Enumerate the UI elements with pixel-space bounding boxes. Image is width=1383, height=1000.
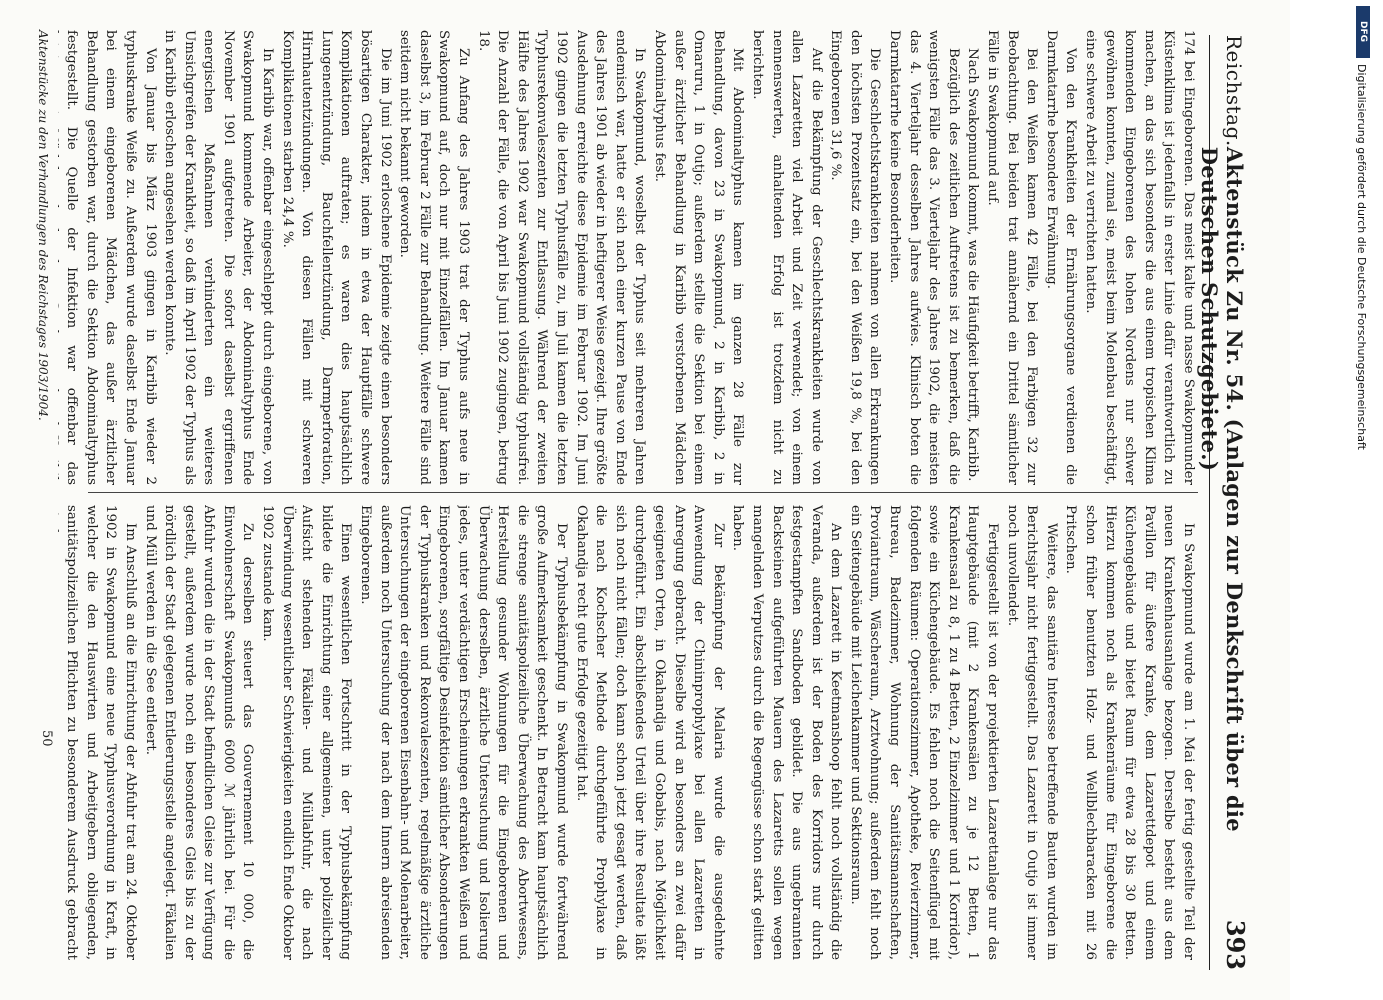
paragraph: Von Januar bis März 1903 gingen in Karibib wieder 2 typhuskranke Weiße zu. Außerdem wurde daselbst Ende Januar bei einem eingeborenen Mädchen, das außer ärztlicher Behandlung gestorben war, durch die Sektion Abdominaltyphus festgestellt. Die Quelle der Infektion war offenbar das [64,30,158,485]
digitization-notice: Digitalisierung gefördert durch die Deutsche Forschungsgemeinschaft [1355,64,1368,450]
paragraph: Bezüglich des zeitlichen Auftretens ist zu bemerken, daß die wenigsten Fälle das 3. Vierteljahr des Jahres 1902, die meisten das 4. Vierteljahr desselben Jahres aufwies. Klinisch boten die Darmkatarrhe keine Besonderheiten. [887,30,961,485]
paragraph: Weitere, das sanitäre Interesse betreffende Bauten wurden im Berichtsjahr nicht fertiggestellt. Das Lazarett in Outjo ist immer noch unvollendet. [1004,505,1059,960]
paragraph: Zur Bekämpfung der Malaria wurde die ausgedehnte Anwendung der Chininprophylaxe bei allen Lazaretten in Anregung gebracht. Dieselbe wird an besonders an zwei dafür geeigneten Orten, in Okahandja und Gobabis, nach Möglichkeit durchgeführt. Ein abschließendes Urteil über ihre Resultate läßt sich noch nicht fällen; doch kann schon jetzt gesagt werden, daß die nach Kochscher Methode durchgeführte Prophylaxe in Okahandja recht gute Erfolge gezeitigt hat. [573,505,726,960]
left-column [58,30,1198,485]
paragraph: An dem Lazarett in Keetmanshoop fehlt noch vollständig die Veranda, außerdem ist der Boden des Korridors nur durch festgestampften Sandboden gebildet. Die aus ungebrannten Backsteinen aufgeführten Mauern des Lazaretts sollen wegen mangelnden Verputzes durch die Regengüsse schon stark gelitten haben. [730,505,844,960]
paragraph: Der Typhusbekämpfung in Swakopmund wurde fortwährend große Aufmerksamkeit geschenkt. In Betracht kam hauptsächlich die strenge sanitätspolizeiliche Überwachung des Abortwesens, Herstellung gesunder Wohnungen für die Eingeborenen und Überwachung derselben, ärztliche Untersuchung und Isolierung jedes, unter verdächtigen Erscheinungen erkrankten Weißen und Eingeborenen, sorgfältige Desinfektion sämtlicher Absonderungen der Typhuskranken und Rekonvaleszenten, regelmäßige ärztliche Untersuchungen der eingeborenen Eisenbahn- und Molenarbeiter, außerdem noch Untersuchung der nach dem Innern abreisenden Eingeborenen. [358,505,569,960]
footer-note: Aktenstücke zu den Verhandlungen des Reichstages 1903/1904. [36,30,50,421]
paragraph: Die Geschlechtskrankheiten nahmen von allen Erkrankungen den höchsten Prozentsatz ein, bei den Weißen 19,8 %, bei den Eingeborenen 31,6 %. [828,30,883,485]
paragraph: Einen wesentlichen Fortschritt in der Typhusbekämpfung bildete die Einrichtung einer allgemeinen, unter polizeilicher Aufsicht stehenden Fäkalien- und Müllabfuhr, die nach Überwindung wesentlicher Schwierigkeiten endlich Ende Oktober 1902 zustande kam. [260,505,354,960]
column-divider [88,492,1198,493]
paragraph: In Swakopmund wurde am 1. Mai der fertig gestellte Teil der neuen Krankenhausanlage bezogen. Derselbe besteht aus dem Pavillon für äußere Kranke, dem Lazarettdepot und einem Küchengebäude und bietet Raum für etwa 28 bis 30 Betten. Hierzu kommen noch als Krankenräume für Eingeborene die schon früher benutzten Holz- und Wellblechbaracken mit 26 Pritschen. [1063,505,1196,960]
dfg-logo: DFG [1356,6,1370,58]
right-column [58,505,1198,960]
paragraph: Zu derselben steuert das Gouvernement 10 000, die Einwohnerschaft Swakopmunds 6000 ℳ jährlich bei. Für die Abfuhr wurden die in der Stadt befindlichen Gleise zur Verfügung gestellt, außerdem wurde noch ein besonderes Gleis bis zu der nördlich der Stadt gelegenen Entleerungsstelle angelegt. Fäkalien und Müll werden in die See entleert. [142,505,256,960]
paragraph: Nach Swakopmund kommt, was die Häufigkeit betrifft, Karibib. [965,48,981,482]
paragraph: Von den Krankheiten der Ernährungsorgane verdienen die Darmkatarrhe besondere Erwähnung. [1043,30,1079,485]
paragraph: Die im Juni 1902 erloschene Epidemie zeigte einen besonders bösartigen Charakter, indem in etwa der Hauptfälle schwere Komplikationen auftraten; es waren dies hauptsächlich Lungenentzündung, Bauchfellentzündung, Darmperforation, Hirnhautentzündungen. Von diesen Fällen mit schweren Komplikationen starben 24,4 %. [279,30,393,485]
paragraph: Zu Anfang des Jahres 1903 trat der Typhus aufs neue in Swakopmund auf, doch nur mit Einzelfällen. Im Januar kamen daselbst 3, im Februar 2 Fälle zur Behandlung. Weitere Fälle sind seitdem nicht bekannt geworden. [397,30,472,485]
paragraph: In Karibib war, offenbar eingeschleppt durch eingeborene, von Swakopmund kommende Arbeiter, der Abdominaltyphus Ende November 1901 aufgetreten. Die sofort daselbst ergriffenen energischen Maßnahmen verhinderten ein weiteres Umsichgreifen der Krankheit, so daß im April 1902 der Typhus als in Karibib erloschen angesehen werden konnte. [162,30,276,485]
signature-mark: 50 [39,730,54,747]
paragraph: Auf die Bekämpfung der Geschlechtskrankheiten wurde von allen Lazaretten viel Arbeit und Zeit verwendet; von einem nennenswerten, anhaltenden Erfolg ist trotzdem nicht zu berichten. [749,30,824,485]
paragraph: Im Anschluß an die Einrichtung der Abfuhr trat am 24. Oktober 1902 in Swakopmund eine neue Typhusverordnung in Kraft, in welcher die den Hauswirten und Arbeitgebern obliegenden, sanitätspolizeilichen Pflichten zu besonderem Ausdruck gebracht [64,505,138,960]
page-header [1197,35,1250,970]
paragraph: In Swakopmund, woselbst der Typhus seit mehreren Jahren endemisch war, hatte er sich nach einer kurzen Pause von Ende des Jahres 1901 ab wieder in heftigerer Weise gezeigt. Ihre größte Ausdehnung erreichte diese Epidemie im Februar 1902. Im Juni 1902 gingen die letzten Typhusfälle zu, im Juli kamen die letzten Typhusrekonvaleszenten zur Entlassung. Während der zweiten Hälfte des Jahres 1902 war Swakopmund vollständig typhusfrei. Die Anzahl der Fälle, die von April bis Juni 1902 zugingen, betrug 18. [475,30,648,485]
page-number: 393 [1221,919,1250,970]
paragraph: 174 bei Eingeborenen. Das meist kalte und nasse Swakopmunder Küstenklima ist jedenfalls in erster Linie dafür verantwortlich zu machen, an das sich besonders die aus einem tropischen Klima kommenden Eingeborenen des hohen Nordens nur schwer gewöhnen konnten, zumal sie, meist beim Molenbau beschäftigt, eine schwere Arbeit zu verrichten hatten. [1083,30,1196,485]
paragraph: Fertiggestellt ist von der projektierten Lazarettanlage nur das Hauptgebäude (mit 2 Krankensälen zu je 12 Betten, 1 Krankensaal zu 8, 1 zu 4 Betten, 2 Einzelzimmer und 1 Korridor), sowie ein Küchengebäude. Es fehlen noch die Seitenflügel mit folgenden Räumen: Operationszimmer, Apotheke, Revierzimmer, Bureau, Badezimmer, Wohnung der Sanitätsmannschaften, Proviantraum, Wäscheraum, Arztwohnung; außerdem fehlt noch ein Seitengebäude mit Leichenkammer und Sektionsraum. [847,505,1001,960]
paragraph: Mit Abdominaltyphus kamen im ganzen 28 Fälle zur Behandlung, davon 23 in Swakopmund, 2 in Karibib, 2 in Omaruru, 1 in Outjo; außerdem stellte die Sektion bei einem außer ärztlicher Behandlung in Karibib verstorbenen Mädchen Abdominaltyphus fest. [651,30,746,485]
header-title: Aktenstück Zu Nr. 54. (Anlagen zur Denkschrift über die Deutschen Schutzgebiete.) [1197,146,1247,832]
header-left: Reichstag. [1222,35,1246,147]
paragraph: Bei den Weißen kamen 42 Fälle, bei den Farbigen 32 zur Beobachtung. Bei beiden trat annähernd ein Drittel sämtlicher Fälle in Swakopmund auf. [985,30,1040,485]
